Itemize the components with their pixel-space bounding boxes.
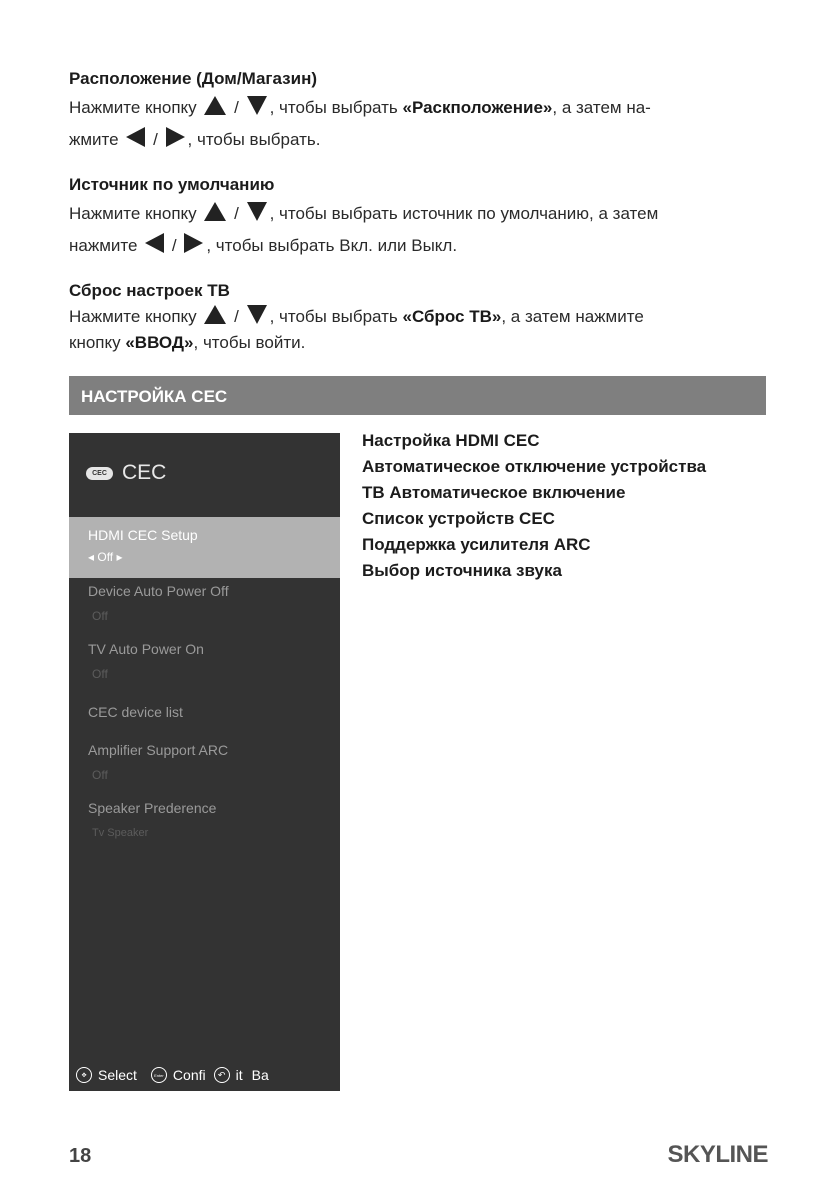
section-body-default-source	[69, 198, 766, 262]
footer-hint-exit: it	[235, 1067, 243, 1083]
section-title-reset-tv: Сброс настроек ТВ	[69, 281, 230, 300]
tv-menu-item-label: HDMI CEC Setup	[88, 527, 198, 543]
body-text: , чтобы выбрать.	[187, 130, 321, 149]
tv-menu-item-value: ◂ Off ▸	[88, 550, 123, 564]
feature-item: Автоматическое отключение устройства	[362, 457, 707, 476]
footer-hint-confirm: Confi	[172, 1067, 206, 1083]
body-text: нажмите	[69, 236, 143, 255]
body-bold-text: «Сброс ТВ»	[402, 307, 502, 326]
tv-menu-title: CEC	[122, 461, 167, 484]
tv-menu-header	[86, 455, 166, 491]
body-bold-text: «ВВОД»	[125, 333, 194, 352]
body-text: /	[229, 98, 244, 117]
up-arrow-icon	[204, 202, 226, 221]
tv-menu-item-device-auto-power-off[interactable]	[69, 582, 340, 624]
body-text: /	[167, 236, 182, 255]
body-text: Нажмите кнопку	[69, 204, 202, 223]
body-line	[69, 92, 766, 124]
body-text: , чтобы выбрать	[269, 307, 403, 326]
section-reset-tv	[69, 280, 766, 356]
body-text: Нажмите кнопку	[69, 98, 202, 117]
tv-menu-item-label: TV Auto Power On	[88, 641, 204, 657]
body-bold-text: «Раскположение»	[402, 98, 553, 117]
body-text: /	[229, 204, 244, 223]
down-arrow-icon	[247, 96, 267, 115]
section-location	[69, 68, 766, 156]
body-text: жмите	[69, 130, 124, 149]
enter-icon: Enter	[151, 1067, 167, 1083]
body-text: , чтобы выбрать источник по умолчанию, а затем	[269, 204, 659, 223]
body-line	[69, 198, 766, 230]
feature-item: Список устройств CEC	[362, 509, 555, 528]
tv-menu-footer-hints	[76, 1063, 340, 1087]
section-body-location	[69, 92, 766, 156]
cec-badge-icon: CEC	[86, 467, 113, 480]
right-arrow-icon	[184, 233, 203, 253]
footer-hint-back: Ba	[251, 1067, 269, 1083]
tv-menu-item-label: Speaker Prederence	[88, 800, 217, 816]
body-text: Нажмите кнопку	[69, 307, 202, 326]
body-text: , чтобы войти.	[193, 333, 306, 352]
up-arrow-icon	[204, 305, 226, 324]
tv-menu-item-value: Off	[92, 768, 108, 782]
feature-item: Поддержка усилителя ARC	[362, 535, 591, 554]
body-line	[69, 124, 766, 156]
navigation-pad-icon: ✥	[76, 1067, 92, 1083]
section-default-source	[69, 174, 766, 262]
tv-menu-item-value: Off	[92, 609, 108, 623]
tv-menu-item-label: CEC device list	[88, 704, 183, 720]
left-arrow-icon	[145, 233, 164, 253]
body-line	[69, 304, 766, 330]
feature-item: Выбор источника звука	[362, 561, 562, 580]
section-body-reset-tv	[69, 304, 766, 356]
down-arrow-icon	[247, 202, 267, 221]
tv-menu-item-value: Off	[92, 667, 108, 681]
body-line	[69, 330, 766, 356]
body-text: , чтобы выбрать	[269, 98, 403, 117]
feature-item: ТВ Автоматическое включение	[362, 483, 626, 502]
cec-feature-list	[362, 428, 766, 584]
footer-hint-select: Select	[98, 1067, 137, 1083]
section-title-default-source: Источник по умолчанию	[69, 175, 275, 194]
body-text: кнопку	[69, 333, 126, 352]
feature-item: Настройка HDMI CEC	[362, 431, 540, 450]
body-text: /	[148, 130, 163, 149]
tv-menu-item-amplifier-support-arc[interactable]	[69, 741, 340, 783]
section-title-location: Расположение (Дом/Магазин)	[69, 69, 318, 88]
brand-logo: SKYLINE	[667, 1141, 768, 1168]
down-arrow-icon	[247, 305, 267, 324]
body-line	[69, 230, 766, 262]
body-text: , чтобы выбрать Вкл. или Выкл.	[206, 236, 458, 255]
tv-menu-item-value: Tv Speaker	[92, 827, 149, 839]
body-text: /	[229, 307, 244, 326]
tv-menu-item-speaker-preference[interactable]	[69, 799, 340, 841]
body-text: , а затем на-	[552, 98, 651, 117]
body-text: , а затем нажмите	[501, 307, 644, 326]
tv-menu-item-label: Amplifier Support ARC	[88, 742, 229, 758]
right-arrow-icon	[166, 127, 185, 147]
tv-menu-item-cec-device-list[interactable]	[69, 703, 340, 721]
return-icon: ↶	[214, 1067, 230, 1083]
tv-menu-item-hdmi-cec-setup[interactable]	[69, 517, 340, 578]
tv-cec-menu-screenshot	[69, 433, 340, 1091]
page-number: 18	[69, 1145, 92, 1167]
section-banner-cec: НАСТРОЙКА CEC	[69, 376, 766, 415]
up-arrow-icon	[204, 96, 226, 115]
left-arrow-icon	[126, 127, 145, 147]
tv-menu-item-label: Device Auto Power Off	[88, 583, 229, 599]
tv-menu-item-tv-auto-power-on[interactable]	[69, 640, 340, 682]
